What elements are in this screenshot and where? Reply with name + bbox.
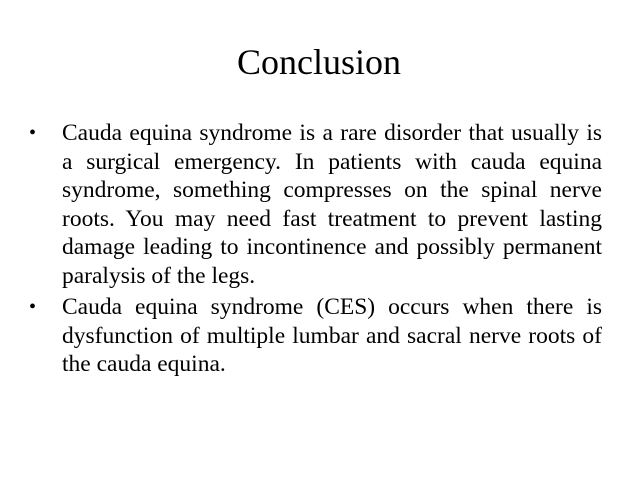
bullet-text: Cauda equina syndrome is a rare disorder that usually is a surgical emergency. In patients with cauda equina syndrome, something compresses on the spinal nerve roots. You may need fast treatment to prevent lasting damage leading to incontinence and possibly permanent paralysis of the legs.: [62, 120, 602, 289]
bullet-icon: •: [29, 296, 37, 318]
bullet-item: [26, 293, 602, 379]
slide-title: Conclusion: [236, 42, 401, 82]
bullet-item: [26, 119, 602, 290]
bullet-icon: •: [29, 122, 37, 144]
bullet-text: Cauda equina syndrome (CES) occurs when there is dysfunction of multiple lumbar and sacral nerve roots of the cauda equina.: [62, 294, 602, 377]
bullet-list: [26, 119, 602, 382]
